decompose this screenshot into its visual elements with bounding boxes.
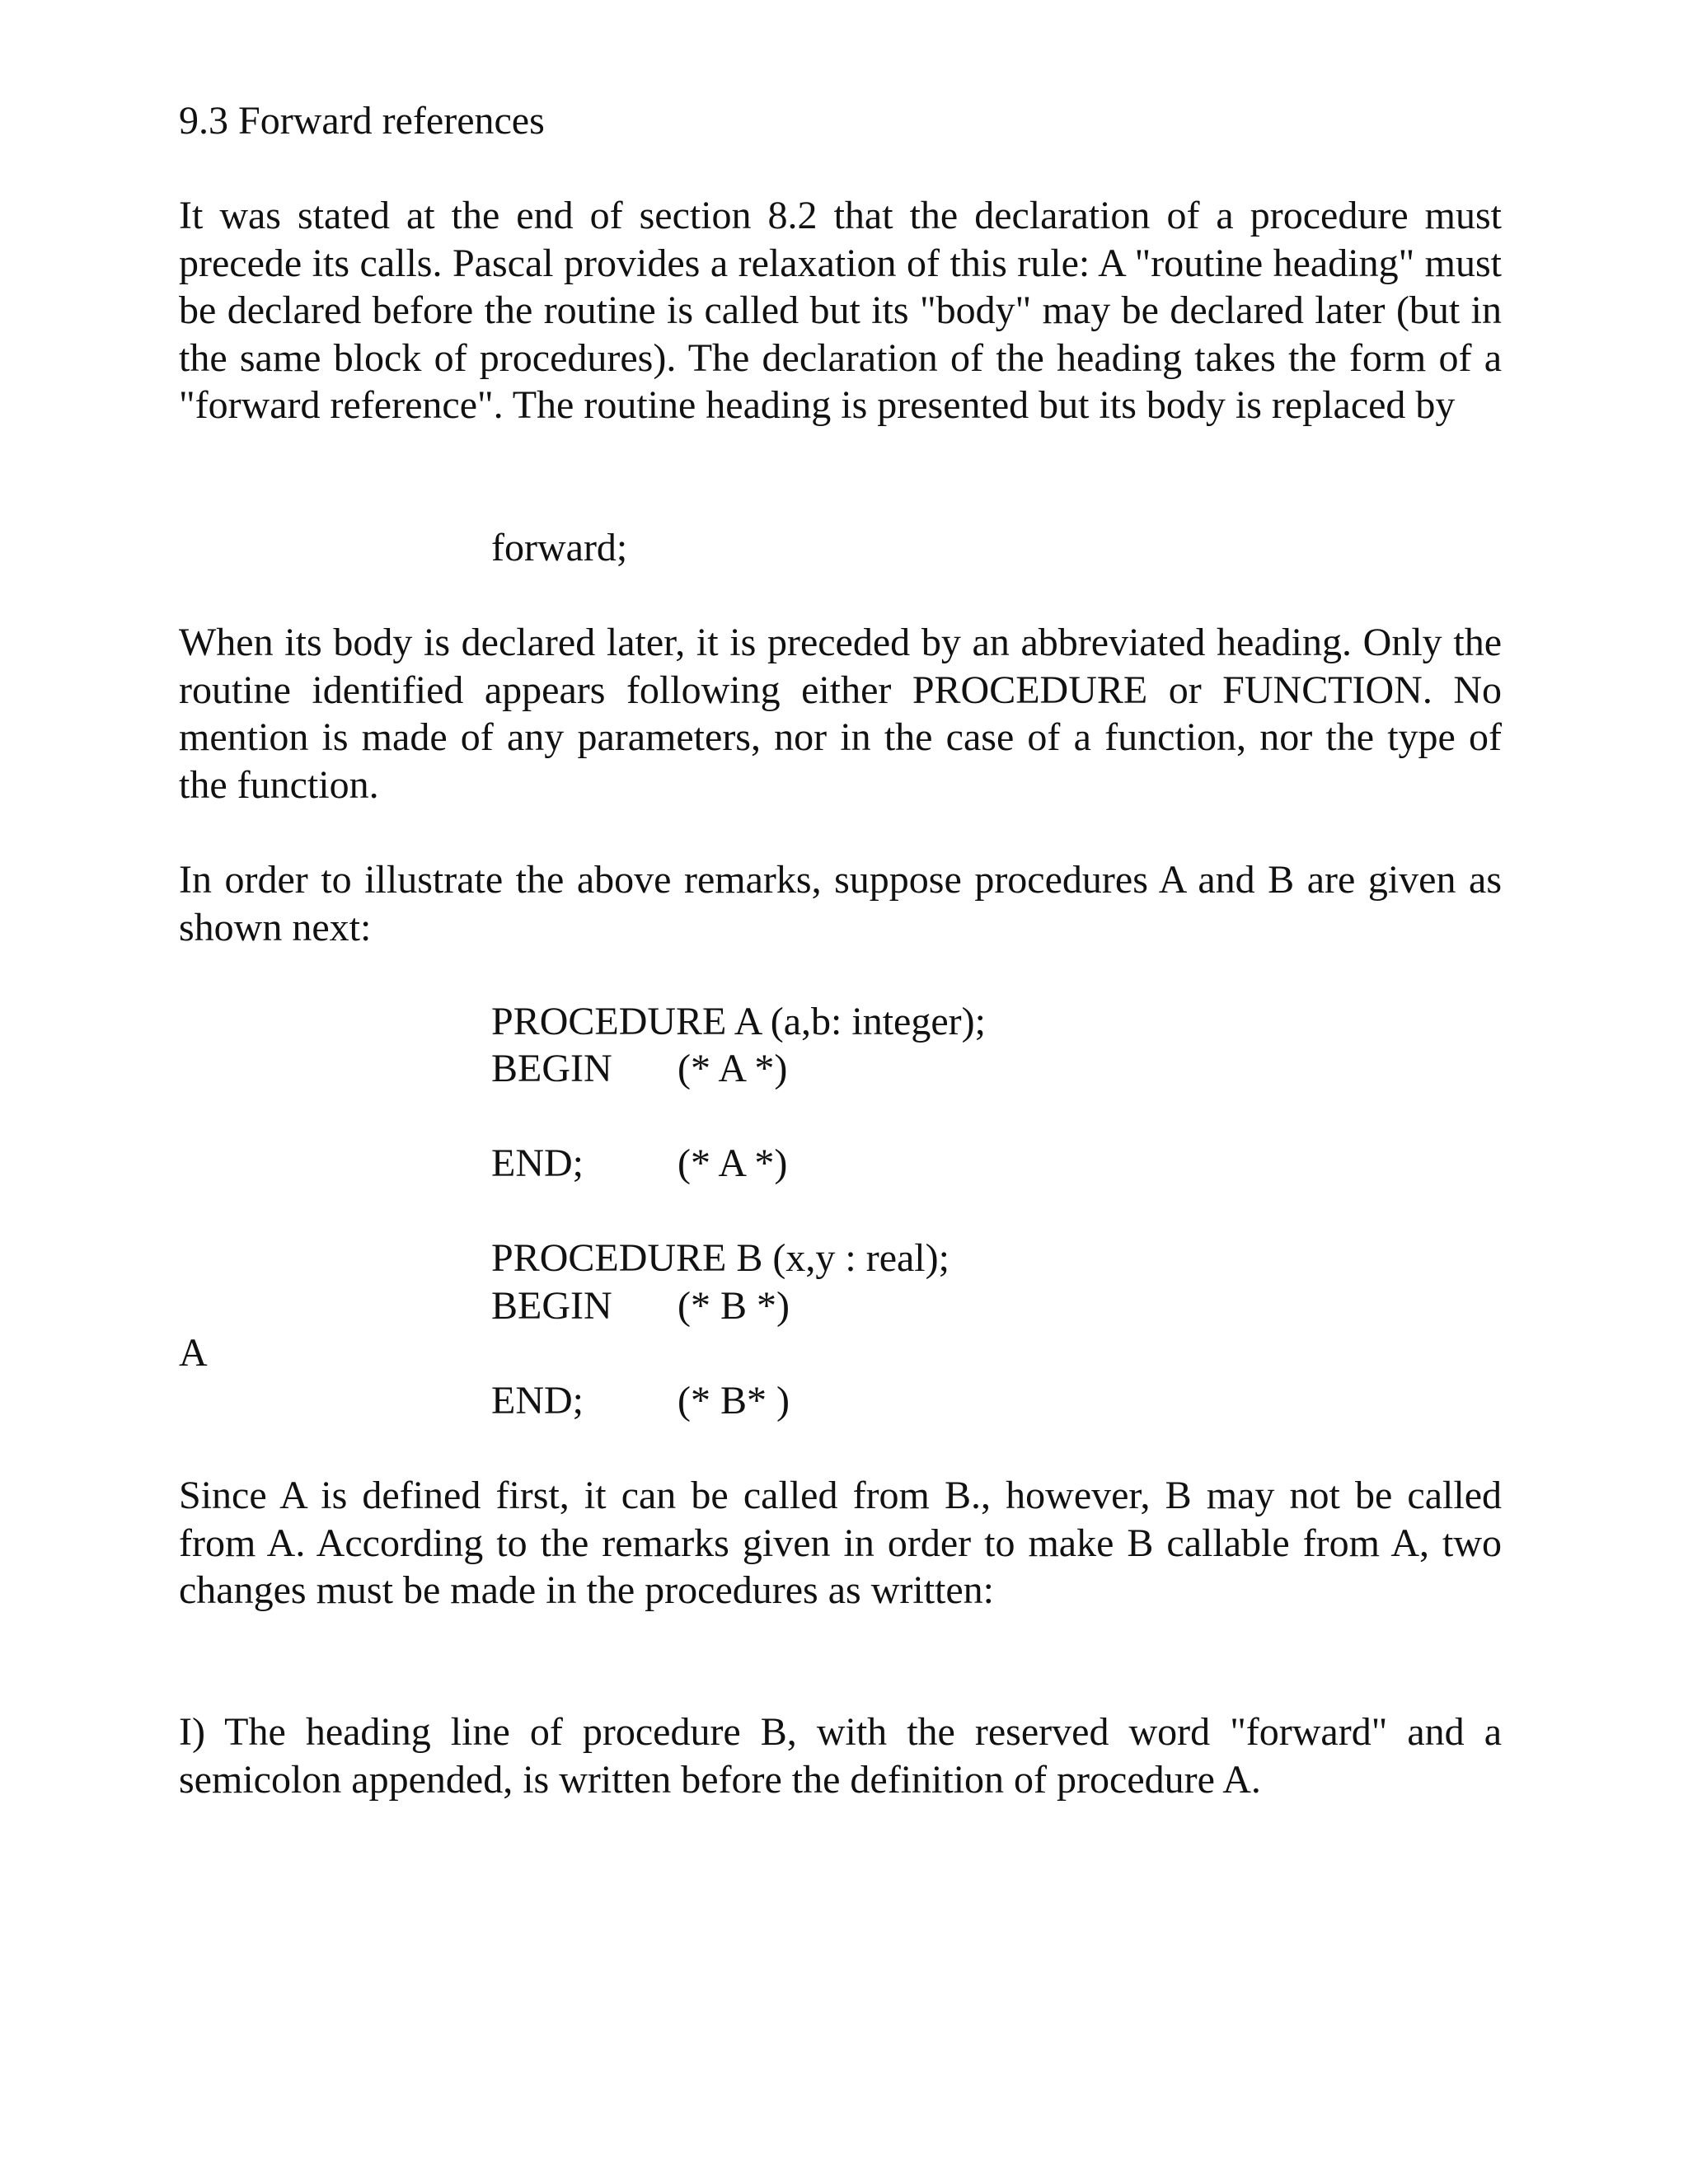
code-proc-a-end (491, 1140, 787, 1188)
code-proc-b-end (491, 1377, 790, 1425)
paragraph-forward-intro: It was stated at the end of section 8.2 that the declaration of a procedure must precede its calls. Pascal provides a relaxation of this rule: A "routine heading" must be declared before the routine is called but its "body" may be declared later (but in the same block of procedures). The declaration of the heading takes the form of a "forward reference". The routine heading is presented but its body is replaced by (179, 194, 1502, 427)
code-proc-a-begin (491, 1045, 787, 1093)
code-keyword: END; (491, 1379, 584, 1422)
code-proc-a-heading: PROCEDURE A (a,b: integer); (491, 1000, 986, 1043)
paragraph-abbreviated-heading: When its body is declared later, it is preceded by an abbreviated heading. Only the routine identified appears following either PROCEDURE or FUNCTION. No mention is made of any parameters, nor in the case of a function, nor the type of the function. (179, 621, 1502, 807)
code-comment: (* A *) (678, 1047, 788, 1090)
code-proc-b-heading: PROCEDURE B (x,y : real); (491, 1236, 950, 1280)
section-heading: 9.3 Forward references (179, 99, 545, 143)
paragraph-illustration-intro: In order to illustrate the above remarks, suppose procedures A and B are given as shown next: (179, 858, 1502, 949)
code-keyword: BEGIN (491, 1047, 612, 1090)
code-keyword: BEGIN (491, 1284, 612, 1328)
paragraph-change-one: I) The heading line of procedure B, with the reserved word "forward" and a semicolon appended, is written before the definition of procedure A. (179, 1710, 1502, 1802)
code-forward-keyword: forward; (491, 526, 628, 569)
code-proc-b-begin (491, 1282, 790, 1330)
code-comment: (* A *) (678, 1141, 788, 1185)
code-comment: (* B *) (678, 1284, 790, 1328)
paragraph-call-order: Since A is defined first, it can be called from B., however, B may not be called from A. According to the remarks given in order to make B callable from A, two changes must be made in the procedures as written: (179, 1474, 1502, 1612)
margin-label: A (179, 1331, 208, 1375)
code-keyword: END; (491, 1141, 584, 1185)
code-comment: (* B* ) (678, 1379, 790, 1422)
